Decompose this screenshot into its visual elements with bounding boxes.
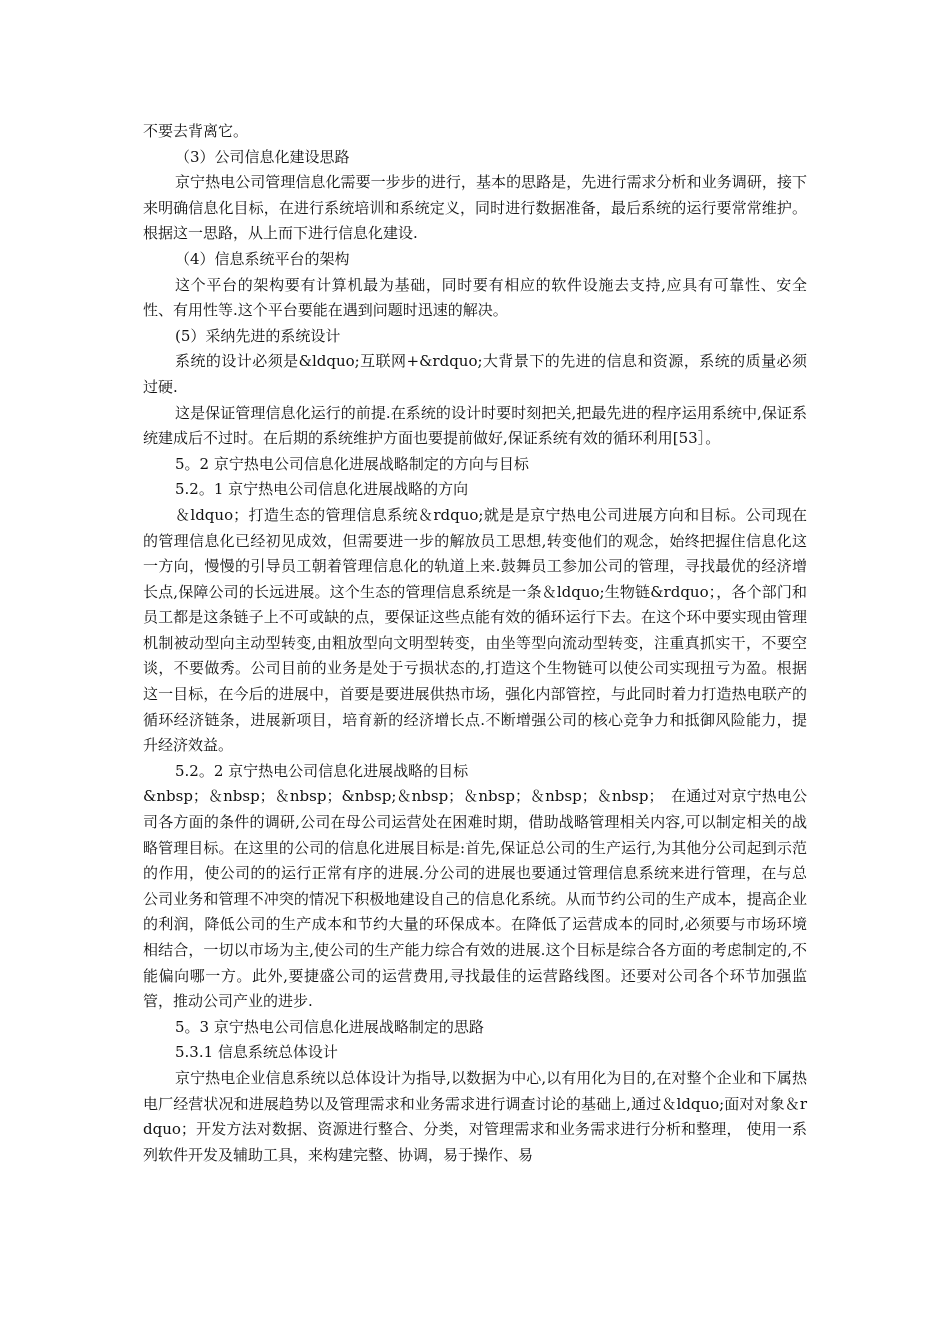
document-body — [143, 119, 807, 1168]
section-heading-5-3-1: 5.3.1 信息系统总体设计 — [175, 1043, 338, 1062]
paragraph: 系统的设计必须是&ldquo;互联网+&rdquo;大背景下的先进的信息和资源，系统的质量必须过硬. — [143, 352, 807, 396]
paragraph: &nbsp；＆nbsp；＆nbsp；&nbsp;＆nbsp；＆nbsp；＆nbsp；＆nbsp； 在通过对京宁热电公司各方面的条件的调研,公司在母公司运营处在困难时期，借助战略管理相关内容,可以制定相关的战略管理目标。在这里的公司的信息化进展目标是:首先,保证总公司的生产运行,为其他分公司起到示范的作用，使公司的的运行正常有序的进展.分公司的进展也要通过管理信息系统来进行管理，在与总公司业务和管理不冲突的情况下积极地建设自己的信息化系统。从而节约公司的生产成本，提高企业的利润，降低公司的生产成本和节约大量的环保成本。在降低了运营成本的同时,必须要与市场环境相结合，一切以市场为主,使公司的生产能力综合有效的进展.这个目标是综合各方面的考虑制定的,不能偏向哪一方。此外,要捷盛公司的运营费用,寻找最佳的运营路线图。还要对公司各个环节加强监管，推动公司产业的进步. — [143, 787, 807, 1011]
paragraph: 京宁热电公司管理信息化需要一步步的进行，基本的思路是，先进行需求分析和业务调研，接下来明确信息化目标，在进行系统培训和系统定义，同时进行数据准备，最后系统的运行要常常维护。根据这一思路，从上而下进行信息化建设. — [143, 173, 807, 243]
paragraph: 京宁热电企业信息系统以总体设计为指导,以数据为中心,以有用化为目的,在对整个企业和下属热电厂经营状况和进展趋势以及管理需求和业务需求进行调查讨论的基础上,通过＆ldquo;面对对象＆rdquo；开发方法对数据、资源进行整合、分类，对管理需求和业务需求进行分析和整理， 使用一系列软件开发及辅助工具，来构建完整、协调，易于操作、易 — [143, 1068, 807, 1164]
paragraph-continuation: 不要去背离它。 — [143, 122, 249, 140]
heading-advanced-design: (5）采纳先进的系统设计 — [175, 326, 341, 345]
section-heading-5-2: 5。2 京宁热电公司信息化进展战略制定的方向与目标 — [175, 454, 529, 473]
paragraph: ＆ldquo；打造生态的管理信息系统＆rdquo;就是是京宁热电公司进展方向和目标。公司现在的管理信息化已经初见成效，但需要进一步的解放员工思想,转变他们的观念，始终把握住信息化这一方向，慢慢的引导员工朝着管理信息化的轨道上来.鼓舞员工参加公司的管理，寻找最优的经济增长点,保障公司的长远进展。这个生态的管理信息系统是一条＆ldquo;生物链&rdquo；，各个部门和员工都是这条链子上不可或缺的点，要保证这些点能有效的循环运行下去。在这个环中要实现由管理机制被动型向主动型转变,由粗放型向文明型转变，由坐等型向流动型转变，注重真抓实干，不要空谈，不要做秀。公司目前的业务是处于亏损状态的,打造这个生物链可以使公司实现扭亏为盈。根据这一目标，在今后的进展中，首要是要进展供热市场，强化内部管控，与此同时着力打造热电联产的循环经济链条，进展新项目，培育新的经济增长点.不断增强公司的核心竞争力和抵御风险能力，提升经济效益。 — [143, 505, 807, 755]
paragraph: 这是保证管理信息化运行的前提.在系统的设计时要时刻把关,把最先进的程序运用系统中,保证系统建成后不过时。在后期的系统维护方面也要提前做好,保证系统有效的循环利用[53］。 — [143, 403, 807, 448]
paragraph: 这个平台的架构要有计算机最为基础，同时要有相应的软件设施去支持,应具有可靠性、安全性、有用性等.这个平台要能在遇到问题时迅速的解决。 — [143, 275, 807, 320]
section-heading-5-2-1: 5.2。1 京宁热电公司信息化进展战略的方向 — [175, 480, 469, 499]
section-heading-5-2-2: 5.2。2 京宁热电公司信息化进展战略的目标 — [175, 761, 469, 780]
heading-construction-idea: （3）公司信息化建设思路 — [175, 147, 350, 166]
heading-platform-architecture: （4）信息系统平台的架构 — [175, 249, 350, 268]
section-heading-5-3: 5。3 京宁热电公司信息化进展战略制定的思路 — [175, 1017, 484, 1036]
